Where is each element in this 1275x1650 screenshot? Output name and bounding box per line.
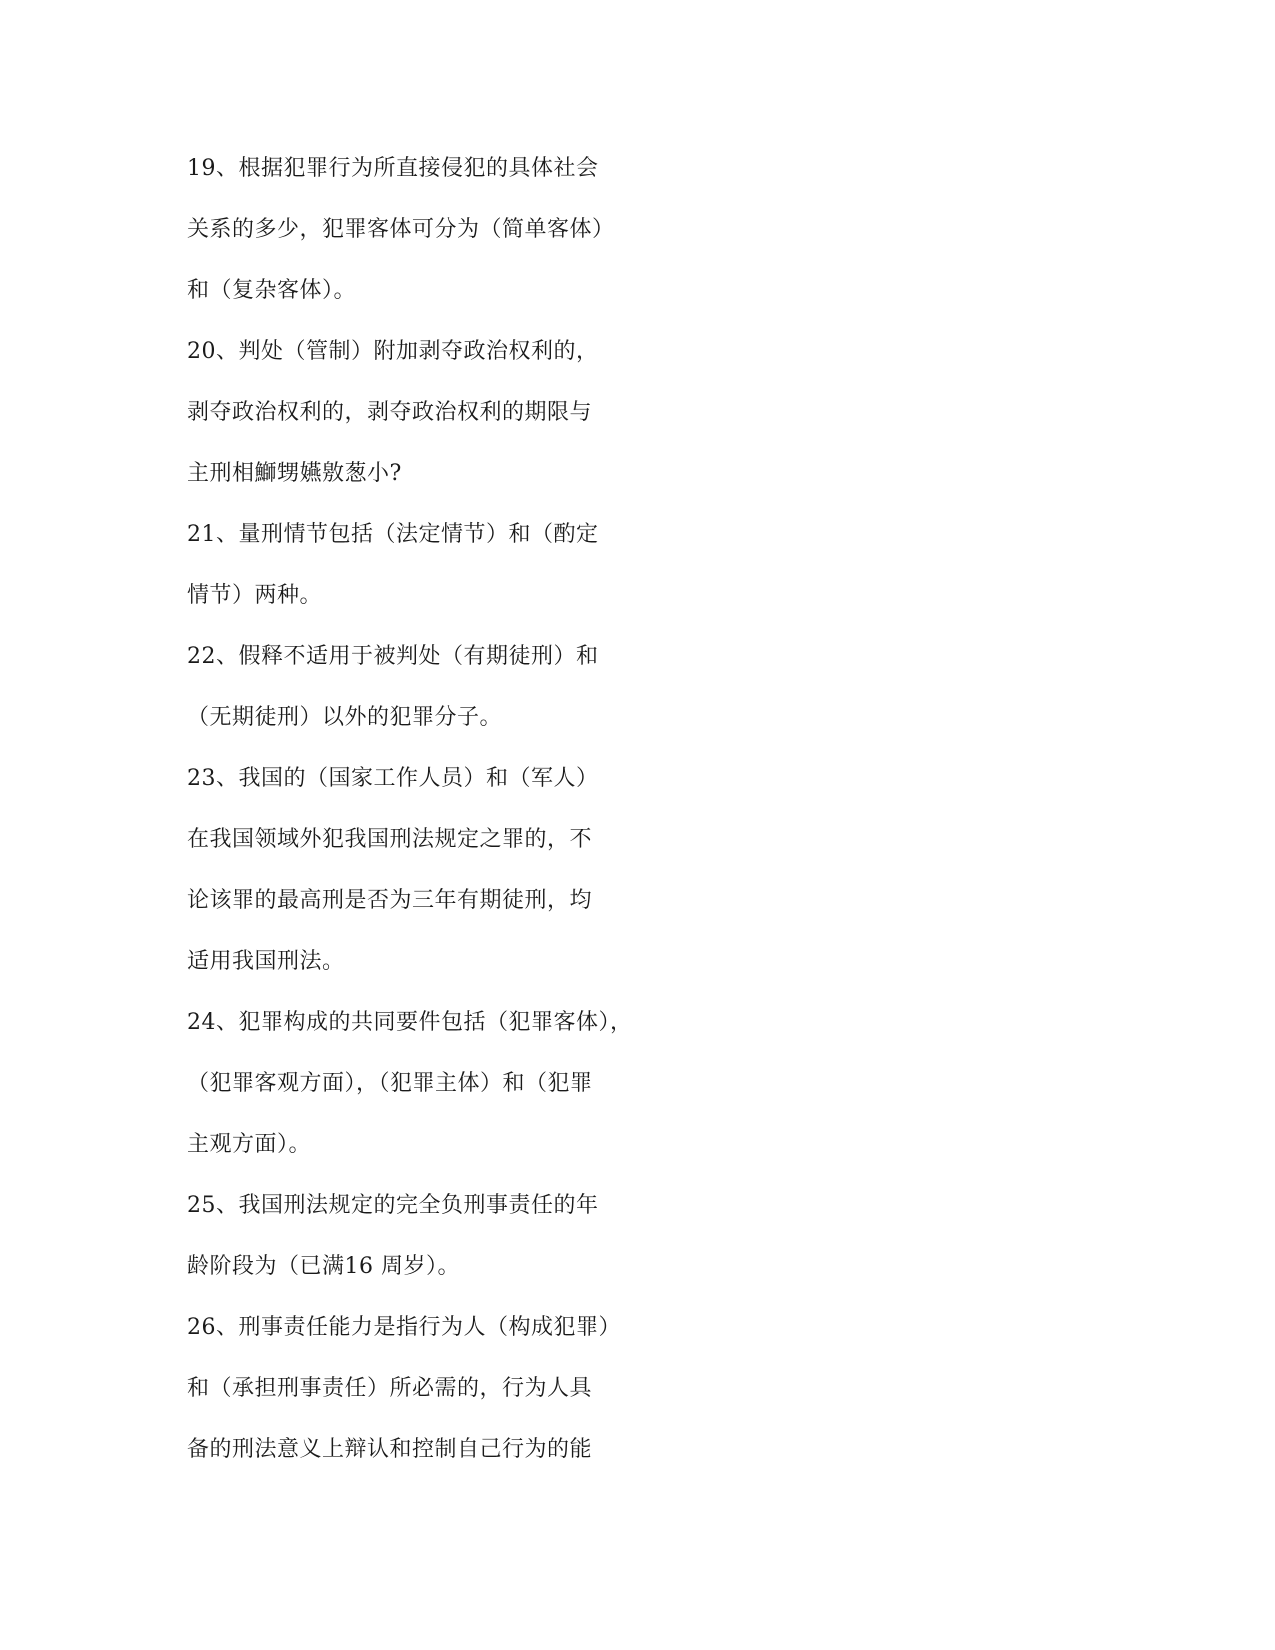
text-line: 主观方面）。 <box>187 1132 312 1157</box>
text-line: 在我国领域外犯我国刑法规定之罪的，不 <box>187 827 593 852</box>
text-line: 论该罪的最高刑是否为三年有期徒刑，均 <box>187 888 593 913</box>
text-line: 主刑相鰤甥嬿敫葱小? <box>187 461 402 486</box>
text-line: 20、判处（管制）附加剥夺政治权利的， <box>187 339 599 364</box>
document-body <box>187 138 707 1480</box>
text-line: 关系的多少，犯罪客体可分为（简单客体） <box>187 217 615 242</box>
text-line: 和（承担刑事责任）所必需的，行为人具 <box>187 1376 593 1401</box>
text-line: 23、我国的（国家工作人员）和（军人） <box>187 766 599 791</box>
text-line: 和（复杂客体）。 <box>187 278 357 303</box>
text-line: 备的刑法意义上辩认和控制自己行为的能 <box>187 1437 593 1462</box>
text-line: 24、犯罪构成的共同要件包括（犯罪客体）， <box>187 1010 633 1035</box>
text-line: 适用我国刑法。 <box>187 949 345 974</box>
text-line: 19、根据犯罪行为所直接侵犯的具体社会 <box>187 156 599 181</box>
text-line: 情节）两种。 <box>187 583 323 608</box>
text-line: 龄阶段为（已满16 周岁）。 <box>187 1254 460 1279</box>
text-line: 22、假释不适用于被判处（有期徒刑）和 <box>187 644 599 669</box>
text-line: 21、量刑情节包括（法定情节）和（酌定 <box>187 522 599 547</box>
text-line: 26、刑事责任能力是指行为人（构成犯罪） <box>187 1315 621 1340</box>
text-line: （犯罪客观方面），（犯罪主体）和（犯罪 <box>187 1071 593 1096</box>
text-line: 25、我国刑法规定的完全负刑事责任的年 <box>187 1193 599 1218</box>
text-line: 剥夺政治权利的，剥夺政治权利的期限与 <box>187 400 593 425</box>
text-line: （无期徒刑）以外的犯罪分子。 <box>187 705 503 730</box>
